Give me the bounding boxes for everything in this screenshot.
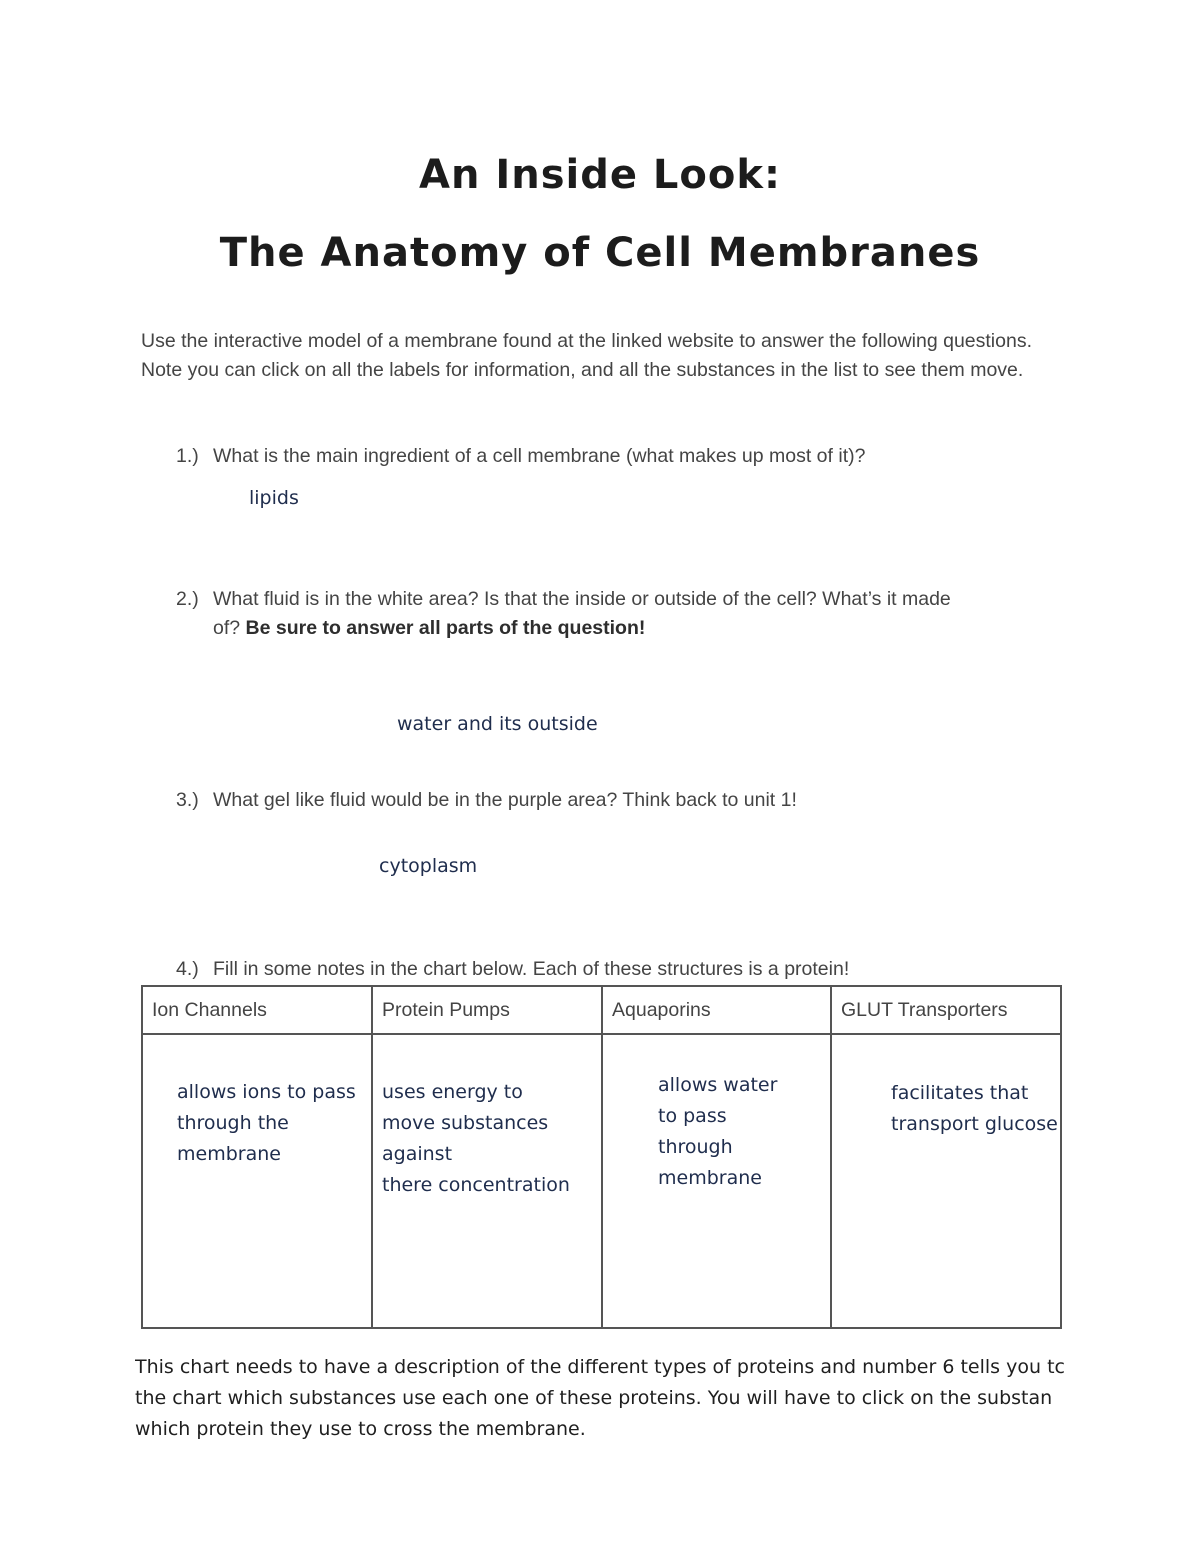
question-3-number: 3.) bbox=[176, 789, 199, 811]
question-3 bbox=[176, 786, 1056, 815]
question-1 bbox=[176, 442, 1056, 471]
answer-1: lipids bbox=[249, 487, 299, 509]
footer-note: This chart needs to have a description of the different types of proteins and number 6 tells you tc the chart which substances use each one of these proteins. You will have to click on the substan which protein they use to cross the membrane. bbox=[135, 1356, 1065, 1440]
note-glut-transporters: facilitates that transport glucose bbox=[891, 1082, 1058, 1135]
page-title-line-2: The Anatomy of Cell Membranes bbox=[219, 230, 981, 276]
protein-notes-table bbox=[141, 985, 1062, 1329]
header-glut-transporters: GLUT Transporters bbox=[831, 986, 1061, 1034]
question-4-number: 4.) bbox=[176, 958, 199, 980]
question-2 bbox=[176, 585, 1056, 643]
question-3-text: What gel like fluid would be in the purple area? Think back to unit 1! bbox=[213, 789, 797, 811]
question-2-text-line1: What fluid is in the white area? Is that the inside or outside of the cell? What’s it made bbox=[213, 588, 951, 610]
notes-cell-protein-pumps[interactable] bbox=[372, 1034, 602, 1328]
notes-cell-aquaporins[interactable] bbox=[602, 1034, 831, 1328]
header-aquaporins: Aquaporins bbox=[602, 986, 831, 1034]
header-protein-pumps: Protein Pumps bbox=[372, 986, 602, 1034]
question-4 bbox=[176, 955, 1056, 984]
notes-cell-ion-channels[interactable] bbox=[142, 1034, 372, 1328]
table-notes-row bbox=[142, 1034, 1061, 1328]
question-1-text: What is the main ingredient of a cell membrane (what makes up most of it)? bbox=[213, 445, 866, 467]
instructions-paragraph: Use the interactive model of a membrane found at the linked website to answer the following questions. Note you can click on all the labels for information, and all the substances in the list to see them move. bbox=[141, 330, 1033, 381]
page-title-line-1: An Inside Look: bbox=[419, 152, 781, 198]
table-header-row bbox=[142, 986, 1061, 1034]
question-2-number: 2.) bbox=[176, 588, 199, 610]
note-ion-channels: allows ions to pass through the membrane bbox=[177, 1081, 356, 1165]
question-4-text: Fill in some notes in the chart below. Each of these structures is a protein! bbox=[213, 958, 850, 980]
answer-3: cytoplasm bbox=[379, 855, 478, 877]
question-2-text-line2: of? bbox=[213, 617, 241, 639]
answer-2: water and its outside bbox=[397, 713, 598, 735]
note-aquaporins: allows water to pass through membrane bbox=[658, 1074, 778, 1189]
question-1-number: 1.) bbox=[176, 445, 199, 467]
note-protein-pumps: uses energy to move substances against there concentration bbox=[382, 1081, 570, 1196]
question-2-emphasis: Be sure to answer all parts of the question! bbox=[245, 617, 646, 639]
header-ion-channels: Ion Channels bbox=[142, 986, 372, 1034]
